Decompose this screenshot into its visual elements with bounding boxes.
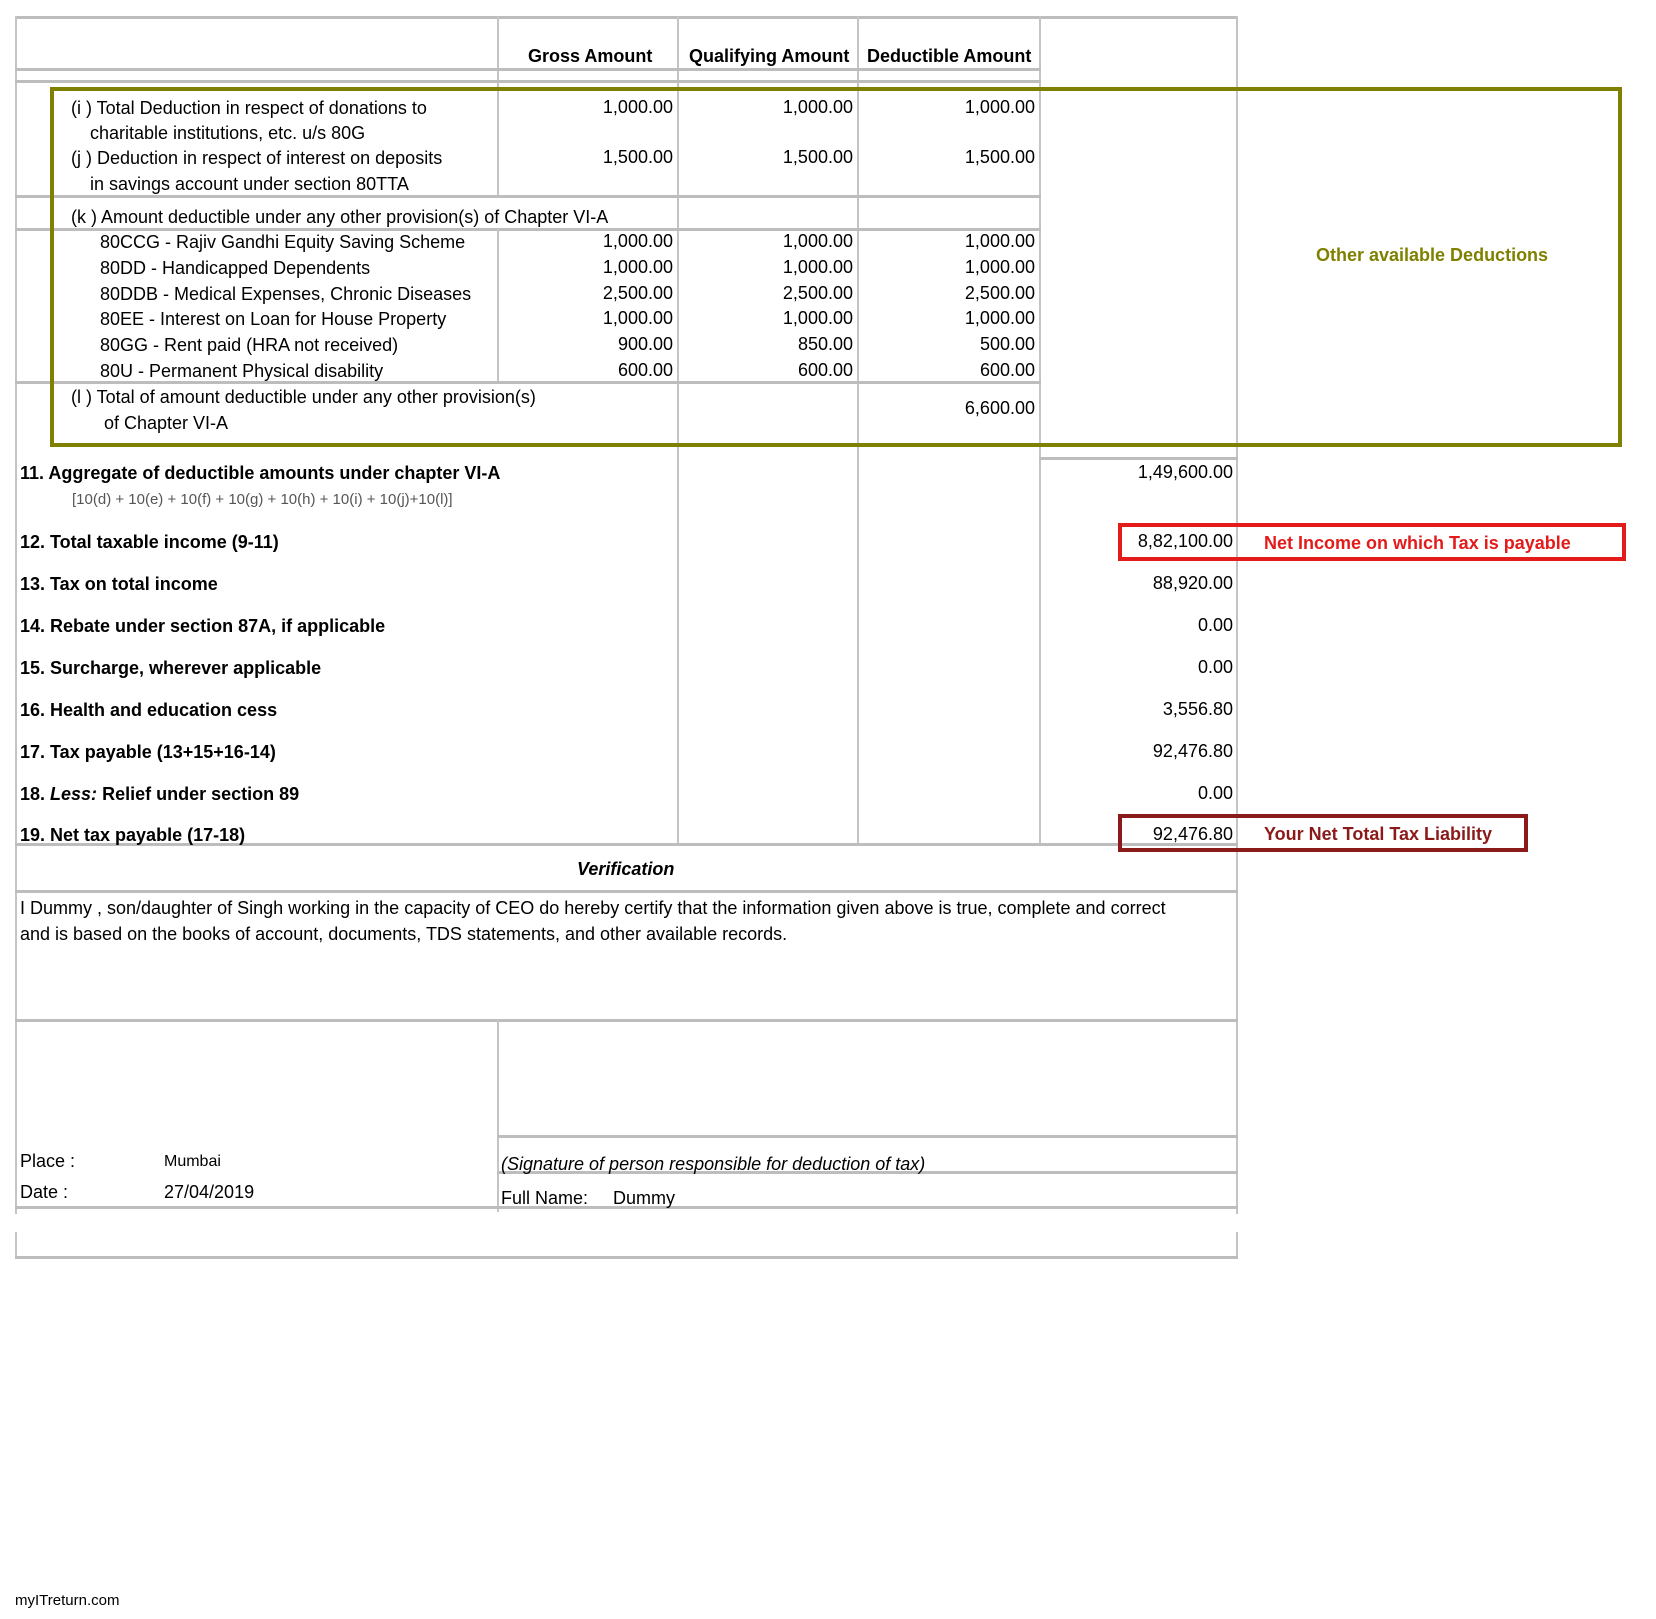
- k-item-deductible: 2,500.00: [964, 283, 1035, 303]
- row-19-label: 19. Net tax payable (17-18): [20, 825, 246, 845]
- k-item-gross: 1,000.00: [602, 231, 673, 251]
- date-label: Date :: [20, 1182, 69, 1202]
- deductions-annotation: Other available Deductions: [1316, 245, 1549, 265]
- k-item-gross: 600.00: [617, 360, 673, 380]
- row-j-qualifying: 1,500.00: [782, 147, 853, 167]
- k-item-label: 80CCG - Rajiv Gandhi Equity Saving Scheme: [100, 232, 466, 252]
- row-i-label-2: charitable institutions, etc. u/s 80G: [90, 123, 366, 143]
- row-18-value: 0.00: [1197, 783, 1233, 803]
- k-item-qualifying: 1,000.00: [782, 257, 853, 277]
- row-13-label: 13. Tax on total income: [20, 574, 218, 594]
- row-16-value: 3,556.80: [1162, 699, 1233, 719]
- date-value: 27/04/2019: [164, 1182, 255, 1202]
- row-j-deductible: 1,500.00: [964, 147, 1035, 167]
- k-item-qualifying: 600.00: [797, 360, 853, 380]
- net-liability-annotation: Your Net Total Tax Liability: [1264, 824, 1493, 844]
- row-19-value: 92,476.80: [1152, 824, 1233, 844]
- k-item-label: 80EE - Interest on Loan for House Property: [100, 309, 447, 329]
- k-item-deductible: 1,000.00: [964, 231, 1035, 251]
- row-17-label: 17. Tax payable (13+15+16-14): [20, 742, 276, 762]
- row-k-title: (k ) Amount deductible under any other provision(s) of Chapter VI-A: [71, 207, 609, 227]
- row-j-label-2: in savings account under section 80TTA: [90, 174, 409, 194]
- k-item-qualifying: 1,000.00: [782, 231, 853, 251]
- k-item-gross: 2,500.00: [602, 283, 673, 303]
- fullname-label: Full Name:: [501, 1188, 589, 1208]
- row-j-label-1: (j ) Deduction in respect of interest on deposits: [71, 148, 443, 168]
- k-item-qualifying: 850.00: [797, 334, 853, 354]
- k-item-deductible: 500.00: [979, 334, 1035, 354]
- col-deductible-header: Deductible Amount: [867, 46, 1032, 66]
- row-i-label-1: (i ) Total Deduction in respect of donations to: [71, 98, 427, 118]
- k-item-qualifying: 1,000.00: [782, 308, 853, 328]
- row-l-label-2: of Chapter VI-A: [104, 413, 229, 433]
- row-14-label: 14. Rebate under section 87A, if applicable: [20, 616, 386, 636]
- verification-title: Verification: [577, 859, 675, 879]
- row-18-less: Less:: [50, 784, 98, 804]
- row-13-value: 88,920.00: [1152, 573, 1233, 593]
- fullname-value: Dummy: [613, 1188, 675, 1208]
- verification-text-2: and is based on the books of account, documents, TDS statements, and other available records.: [20, 924, 788, 944]
- row-15-label: 15. Surcharge, wherever applicable: [20, 658, 322, 678]
- row-18-text: Relief under section 89: [97, 784, 300, 804]
- k-item-deductible: 1,000.00: [964, 257, 1035, 277]
- place-label: Place :: [20, 1151, 76, 1171]
- row-11-value: 1,49,600.00: [1137, 462, 1233, 482]
- verification-text-1: I Dummy , son/daughter of Singh working in the capacity of CEO do hereby certify that the information given above is true, complete and correct: [20, 898, 1166, 918]
- row-i-deductible: 1,000.00: [964, 97, 1035, 117]
- net-income-annotation: Net Income on which Tax is payable: [1264, 533, 1571, 553]
- k-item-gross: 1,000.00: [602, 257, 673, 277]
- col-qualifying-header: Qualifying Amount: [689, 46, 850, 66]
- deductions-highlight-box: [50, 87, 1622, 447]
- row-18-prefix: 18.: [20, 784, 51, 804]
- k-item-deductible: 600.00: [979, 360, 1035, 380]
- row-12-value: 8,82,100.00: [1137, 531, 1233, 551]
- row-17-value: 92,476.80: [1152, 741, 1233, 761]
- row-12-label: 12. Total taxable income (9-11): [20, 532, 279, 552]
- k-item-gross: 1,000.00: [602, 308, 673, 328]
- k-item-deductible: 1,000.00: [964, 308, 1035, 328]
- row-l-deductible: 6,600.00: [964, 398, 1035, 418]
- row-14-value: 0.00: [1197, 615, 1233, 635]
- row-j-gross: 1,500.00: [602, 147, 673, 167]
- place-value: Mumbai: [164, 1153, 221, 1170]
- row-15-value: 0.00: [1197, 657, 1233, 677]
- k-item-label: 80U - Permanent Physical disability: [100, 361, 384, 381]
- watermark-text: myITreturn.com: [15, 1592, 120, 1609]
- row-16-label: 16. Health and education cess: [20, 700, 278, 720]
- col-gross-header: Gross Amount: [528, 46, 653, 66]
- row-l-label-1: (l ) Total of amount deductible under any other provision(s): [71, 387, 536, 407]
- k-item-label: 80DDB - Medical Expenses, Chronic Diseases: [100, 284, 472, 304]
- signature-caption: (Signature of person responsible for deduction of tax): [501, 1154, 926, 1174]
- row-11-label: 11. Aggregate of deductible amounts under chapter VI-A: [20, 463, 501, 483]
- k-item-label: 80DD - Handicapped Dependents: [100, 258, 371, 278]
- row-i-gross: 1,000.00: [602, 97, 673, 117]
- k-item-gross: 900.00: [617, 334, 673, 354]
- k-item-qualifying: 2,500.00: [782, 283, 853, 303]
- row-18-label: [20, 783, 299, 805]
- k-item-label: 80GG - Rent paid (HRA not received): [100, 335, 399, 355]
- row-i-qualifying: 1,000.00: [782, 97, 853, 117]
- row-11-formula: [10(d) + 10(e) + 10(f) + 10(g) + 10(h) + 10(i) + 10(j)+10(l)]: [72, 491, 453, 508]
